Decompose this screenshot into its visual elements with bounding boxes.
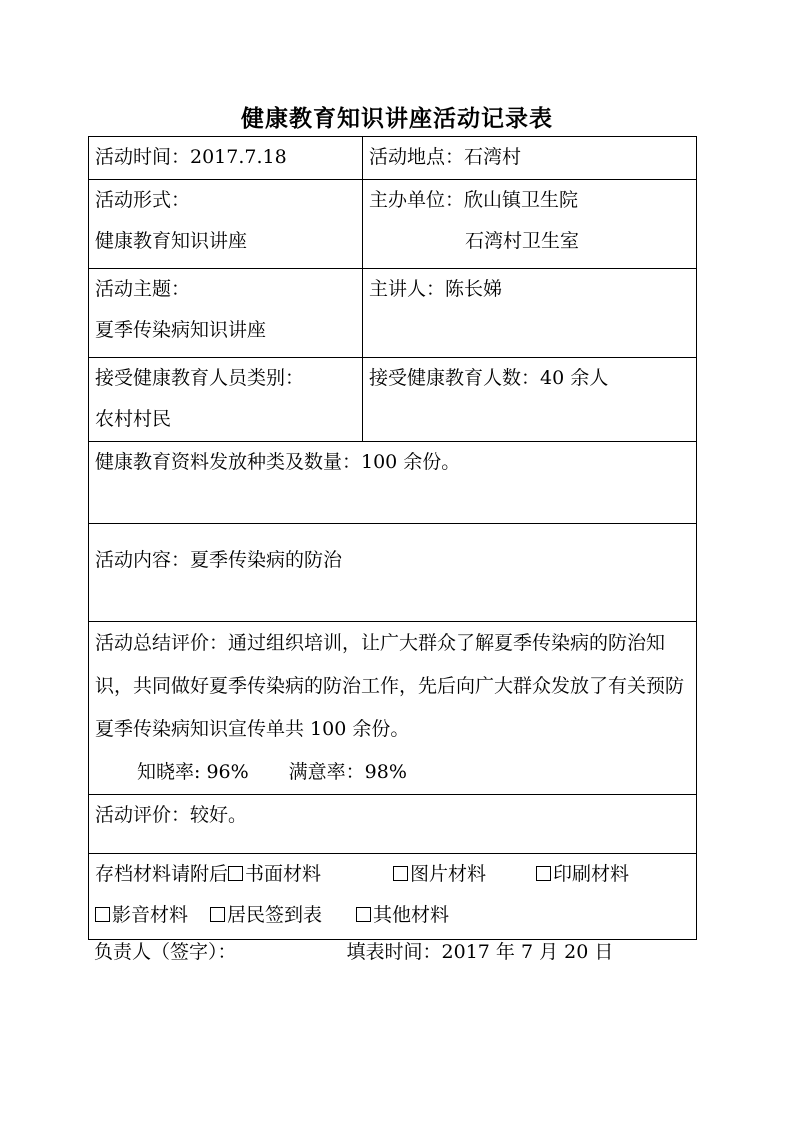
audience-count-cell: [363, 358, 697, 442]
checkbox-icon[interactable]: [210, 907, 225, 922]
materials-cell: [89, 442, 697, 524]
speaker: 主讲人：陈长娣: [369, 278, 503, 300]
archive-option-written: 书面材料: [245, 863, 322, 885]
table-row: [89, 358, 697, 442]
satisfaction-rate: 满意率：98%: [288, 761, 407, 783]
fill-date: 填表时间：2017 年 7 月 20 日: [346, 941, 614, 963]
organizer-line-1: 主办单位：欣山镇卫生院: [369, 189, 579, 211]
activity-form-value: 健康教育知识讲座: [95, 230, 248, 252]
footer: [94, 937, 613, 967]
evaluation-cell: [89, 795, 697, 854]
checkbox-icon[interactable]: [536, 866, 551, 881]
activity-theme-label: 活动主题：: [95, 278, 191, 300]
document-title: 健康教育知识讲座活动记录表: [241, 105, 553, 132]
content-cell: [89, 524, 697, 622]
checkbox-icon[interactable]: [228, 866, 243, 881]
materials-distributed: 健康教育资料发放种类及数量：100 余份。: [95, 451, 461, 473]
audience-category-value: 农村村民: [95, 408, 172, 430]
checkbox-icon[interactable]: [95, 907, 110, 922]
archive-cell: [89, 854, 697, 940]
archive-line-2: [95, 895, 690, 936]
archive-option-other: 其他材料: [373, 904, 450, 926]
table-row: [89, 442, 697, 524]
activity-theme-value: 夏季传染病知识讲座: [95, 319, 267, 341]
activity-summary: 活动总结评价：通过组织培训，让广大群众了解夏季传染病的防治知识，共同做好夏季传染病的防治工作，先后向广大群众发放了有关预防夏季传染病知识宣传单共 100 余份。: [95, 632, 685, 740]
table-row: [89, 622, 697, 795]
activity-form-cell: [89, 180, 363, 269]
checkbox-icon[interactable]: [356, 907, 371, 922]
organizer-cell: [363, 180, 697, 269]
activity-time: 活动时间：2017.7.18: [95, 146, 287, 168]
activity-place: 活动地点：石湾村: [369, 146, 522, 168]
checkbox-icon[interactable]: [393, 866, 408, 881]
archive-line-1: [95, 854, 690, 895]
activity-place-cell: [363, 137, 697, 180]
activity-evaluation: 活动评价：较好。: [95, 804, 248, 826]
table-row: [89, 795, 697, 854]
table-row: [89, 524, 697, 622]
activity-time-cell: [89, 137, 363, 180]
archive-option-signin: 居民签到表: [227, 904, 323, 926]
summary-cell: [89, 622, 697, 795]
table-row: [89, 269, 697, 358]
audience-count: 接受健康教育人数：40 余人: [369, 367, 609, 389]
activity-record-table: [88, 136, 697, 940]
organizer-line-2: 石湾村卫生室: [465, 230, 580, 252]
speaker-cell: [363, 269, 697, 358]
activity-form-label: 活动形式：: [95, 189, 191, 211]
archive-prefix: 存档材料请附后: [95, 863, 229, 885]
table-row: [89, 180, 697, 269]
activity-content: 活动内容：夏季传染病的防治: [95, 549, 343, 571]
archive-option-printed: 印刷材料: [553, 863, 630, 885]
signer-label: 负责人（签字）：: [94, 941, 237, 963]
archive-option-photo: 图片材料: [410, 863, 487, 885]
awareness-rate: 知晓率: 96%: [137, 761, 249, 783]
activity-theme-cell: [89, 269, 363, 358]
audience-category-label: 接受健康教育人员类别：: [95, 367, 305, 389]
archive-option-av: 影音材料: [112, 904, 189, 926]
rates-line: [95, 751, 690, 794]
table-row: [89, 854, 697, 940]
table-row: [89, 137, 697, 180]
audience-category-cell: [89, 358, 363, 442]
